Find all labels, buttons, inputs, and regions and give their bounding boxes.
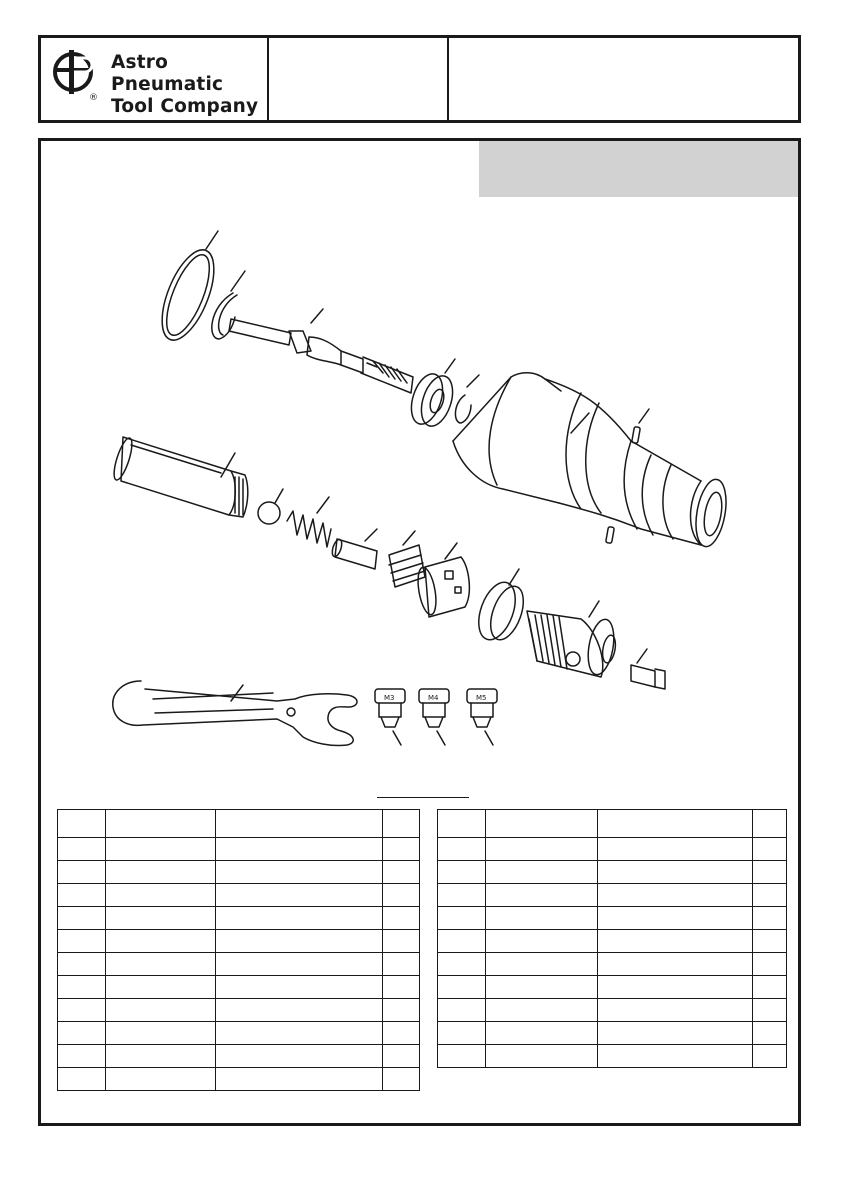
table-cell bbox=[383, 1045, 420, 1068]
svg-text:M3: M3 bbox=[384, 694, 395, 702]
table-row bbox=[58, 907, 420, 930]
table-row bbox=[58, 838, 420, 861]
table-row bbox=[438, 884, 787, 907]
table-cell bbox=[58, 1045, 106, 1068]
table-cell bbox=[105, 1022, 215, 1045]
table-header-row bbox=[438, 810, 787, 838]
lock-nut bbox=[472, 569, 530, 645]
table-cell bbox=[438, 999, 486, 1022]
table-cell bbox=[105, 884, 215, 907]
company-name-line1: Astro Pneumatic bbox=[111, 52, 224, 95]
description-cell bbox=[447, 38, 798, 120]
table-cell bbox=[58, 907, 106, 930]
table-cell bbox=[597, 907, 753, 930]
table-cell bbox=[215, 930, 383, 953]
table-cell bbox=[383, 1068, 420, 1091]
table-cell bbox=[753, 907, 787, 930]
table-cell bbox=[438, 1045, 486, 1068]
table-cell bbox=[597, 861, 753, 884]
table-cell bbox=[485, 1045, 597, 1068]
wrench bbox=[113, 681, 357, 746]
column-header bbox=[438, 810, 486, 838]
table-cell bbox=[485, 907, 597, 930]
column-header bbox=[383, 810, 420, 838]
ap-logo-icon bbox=[51, 48, 107, 104]
table-row bbox=[438, 999, 787, 1022]
table-cell bbox=[753, 884, 787, 907]
table-cell bbox=[383, 838, 420, 861]
table-cell bbox=[383, 884, 420, 907]
table-cell bbox=[383, 999, 420, 1022]
table-row bbox=[58, 953, 420, 976]
table-row bbox=[438, 976, 787, 999]
table-cell bbox=[215, 1045, 383, 1068]
column-header bbox=[753, 810, 787, 838]
ball bbox=[258, 489, 283, 524]
table-cell bbox=[105, 953, 215, 976]
table-cell bbox=[438, 884, 486, 907]
table-cell bbox=[438, 976, 486, 999]
table-cell bbox=[105, 838, 215, 861]
table-row bbox=[438, 1022, 787, 1045]
table-cell bbox=[105, 861, 215, 884]
table-cell bbox=[105, 976, 215, 999]
table-cell bbox=[485, 999, 597, 1022]
table-cell bbox=[438, 838, 486, 861]
table-row bbox=[438, 838, 787, 861]
column-header bbox=[485, 810, 597, 838]
table-cell bbox=[58, 999, 106, 1022]
column-header bbox=[58, 810, 106, 838]
table-cell bbox=[753, 861, 787, 884]
company-logo bbox=[51, 48, 266, 117]
model-cell bbox=[267, 38, 447, 120]
header-box bbox=[38, 35, 801, 123]
table-cell bbox=[438, 861, 486, 884]
table-cell bbox=[597, 953, 753, 976]
table-cell bbox=[753, 930, 787, 953]
table-cell bbox=[58, 1022, 106, 1045]
nosepiece bbox=[631, 649, 665, 689]
table-cell bbox=[753, 999, 787, 1022]
plunger bbox=[330, 529, 377, 569]
table-row bbox=[58, 930, 420, 953]
table-row bbox=[58, 1022, 420, 1045]
bearing-ring bbox=[406, 359, 459, 430]
spare-nosepiece-m5 bbox=[467, 689, 497, 745]
table-row bbox=[438, 953, 787, 976]
table-cell bbox=[485, 884, 597, 907]
shaft bbox=[229, 309, 413, 393]
table-cell bbox=[753, 838, 787, 861]
svg-text:®: ® bbox=[89, 93, 98, 103]
table-row bbox=[58, 1068, 420, 1091]
table-cell bbox=[753, 976, 787, 999]
table-cell bbox=[215, 1068, 383, 1091]
table-cell bbox=[383, 976, 420, 999]
sleeve bbox=[110, 436, 247, 517]
column-header bbox=[105, 810, 215, 838]
table-cell bbox=[485, 838, 597, 861]
table-cell bbox=[215, 861, 383, 884]
table-cell bbox=[215, 1022, 383, 1045]
table-cell bbox=[753, 1022, 787, 1045]
company-name-line2: Tool Company bbox=[111, 96, 259, 117]
spring bbox=[287, 497, 331, 547]
table-cell bbox=[58, 861, 106, 884]
table-cell bbox=[215, 838, 383, 861]
housing-body bbox=[453, 373, 731, 549]
table-cell bbox=[383, 861, 420, 884]
jaws bbox=[389, 531, 425, 587]
table-cell bbox=[215, 976, 383, 999]
table-cell bbox=[383, 907, 420, 930]
table-cell bbox=[383, 930, 420, 953]
table-cell bbox=[753, 953, 787, 976]
table-cell bbox=[215, 884, 383, 907]
table-row bbox=[438, 907, 787, 930]
table-cell bbox=[105, 1068, 215, 1091]
table-cell bbox=[105, 999, 215, 1022]
retaining-ring bbox=[212, 271, 245, 339]
parts-table-left bbox=[57, 809, 420, 1091]
table-cell bbox=[215, 907, 383, 930]
table-cell bbox=[58, 930, 106, 953]
table-cell bbox=[597, 976, 753, 999]
table-cell bbox=[438, 930, 486, 953]
exploded-diagram bbox=[41, 141, 798, 791]
table-cell bbox=[753, 1045, 787, 1068]
table-row bbox=[438, 1045, 787, 1068]
table-cell bbox=[105, 1045, 215, 1068]
table-cell bbox=[383, 953, 420, 976]
table-cell bbox=[215, 999, 383, 1022]
table-cell bbox=[438, 953, 486, 976]
parts-table-right bbox=[437, 809, 787, 1068]
table-cell bbox=[485, 930, 597, 953]
main-panel bbox=[38, 138, 801, 1126]
spare-nosepiece-m4 bbox=[419, 689, 449, 745]
table-header-row bbox=[58, 810, 420, 838]
table-cell bbox=[105, 930, 215, 953]
table-row bbox=[58, 884, 420, 907]
table-cell bbox=[58, 1068, 106, 1091]
table-cell bbox=[597, 838, 753, 861]
table-cell bbox=[597, 884, 753, 907]
spare-nosepiece-m3 bbox=[375, 689, 405, 745]
column-header bbox=[215, 810, 383, 838]
table-row bbox=[58, 999, 420, 1022]
table-cell bbox=[485, 976, 597, 999]
table-cell bbox=[58, 884, 106, 907]
frame-head bbox=[527, 601, 618, 677]
table-row bbox=[58, 1045, 420, 1068]
table-cell bbox=[438, 907, 486, 930]
table-cell bbox=[485, 953, 597, 976]
table-cell bbox=[597, 930, 753, 953]
jaw-housing bbox=[415, 543, 469, 617]
table-cell bbox=[215, 953, 383, 976]
table-cell bbox=[597, 999, 753, 1022]
table-cell bbox=[105, 907, 215, 930]
o-ring bbox=[151, 231, 224, 347]
svg-text:M4: M4 bbox=[428, 694, 439, 702]
table-cell bbox=[58, 953, 106, 976]
table-row bbox=[58, 861, 420, 884]
svg-text:M5: M5 bbox=[476, 694, 487, 702]
table-cell bbox=[383, 1022, 420, 1045]
table-cell bbox=[485, 861, 597, 884]
table-cell bbox=[597, 1045, 753, 1068]
table-row bbox=[438, 930, 787, 953]
column-header bbox=[597, 810, 753, 838]
table-cell bbox=[597, 1022, 753, 1045]
table-row bbox=[438, 861, 787, 884]
parts-list-title-underline bbox=[377, 797, 469, 798]
table-cell bbox=[58, 838, 106, 861]
table-row bbox=[58, 976, 420, 999]
table-cell bbox=[485, 1022, 597, 1045]
table-cell bbox=[438, 1022, 486, 1045]
table-cell bbox=[58, 976, 106, 999]
